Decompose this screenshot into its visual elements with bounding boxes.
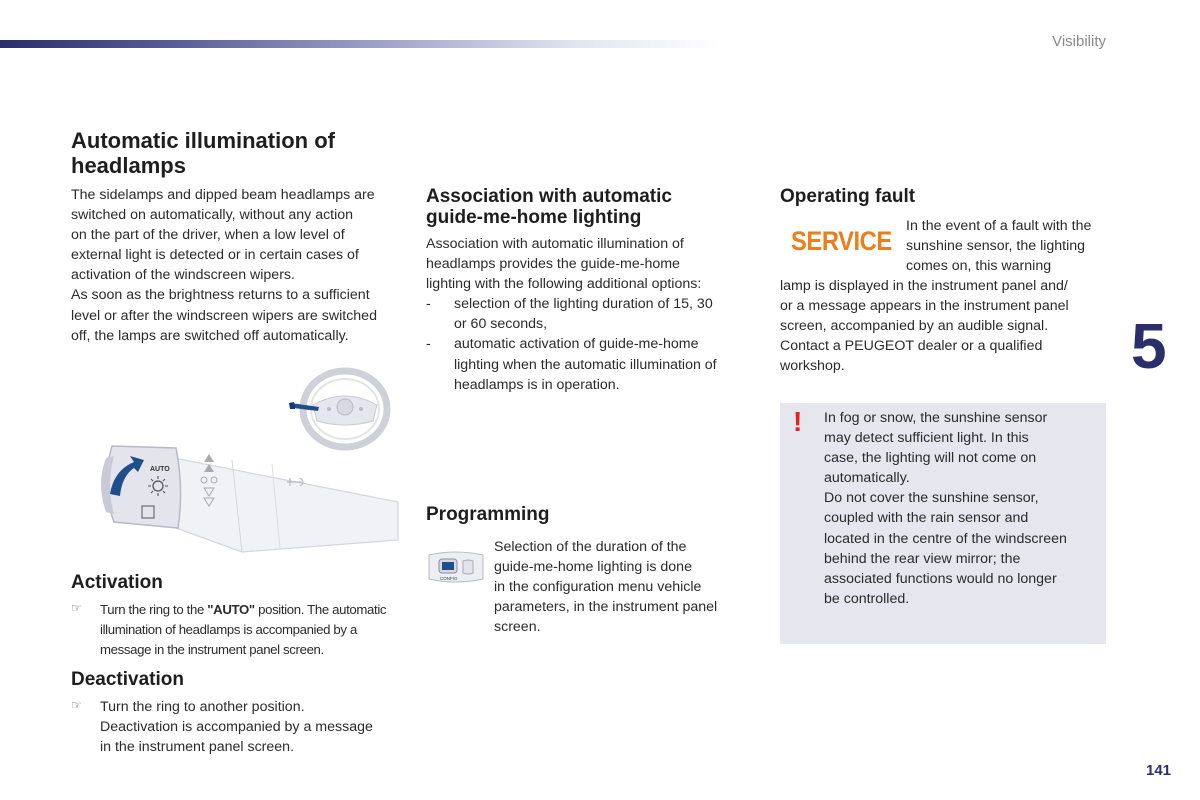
text-line: located in the centre of the windscreen bbox=[824, 530, 1067, 547]
stalk-auto-label: AUTO bbox=[150, 466, 170, 473]
text-line: In fog or snow, the sunshine sensor bbox=[824, 410, 1048, 426]
text-line: Contact a PEUGEOT dealer or a qualified bbox=[780, 338, 1043, 355]
section-title: Visibility bbox=[1052, 33, 1106, 50]
text-line: lamp is displayed in the instrument panel and/ bbox=[780, 278, 1068, 294]
text-line: screen. bbox=[494, 619, 541, 636]
text-line: switched on automatically, without any action bbox=[71, 207, 354, 224]
text-line: activation of the windscreen wipers. bbox=[71, 267, 295, 284]
dash-marker: - bbox=[426, 296, 431, 313]
activation-text: Turn the ring to the bbox=[100, 602, 208, 617]
text-line: lighting when the automatic illumination of bbox=[454, 356, 717, 373]
text-line: associated functions would no longer bbox=[824, 570, 1057, 587]
text-line: case, the lighting will not come on bbox=[824, 450, 1037, 467]
programming-heading: Programming bbox=[426, 504, 550, 525]
text-line: workshop. bbox=[780, 358, 845, 375]
text-line: external light is detected or in certain cases of bbox=[71, 247, 359, 264]
pointing-hand-icon: ☞ bbox=[71, 698, 82, 712]
option-item bbox=[426, 334, 756, 394]
activation-heading: Activation bbox=[71, 572, 163, 593]
header-gradient-bar bbox=[0, 40, 720, 48]
text-line: may detect sufficient light. In this bbox=[824, 430, 1029, 447]
deactivation-item bbox=[71, 697, 373, 757]
text-line: comes on, this warning bbox=[906, 258, 1052, 275]
text-line: As soon as the brightness returns to a sufficient bbox=[71, 287, 370, 304]
text-line: The sidelamps and dipped beam headlamps are bbox=[71, 187, 375, 203]
page-title: Automatic illumination of headlamps bbox=[71, 128, 335, 178]
text-line: or 60 seconds, bbox=[454, 316, 548, 333]
text-line: sunshine sensor, the lighting bbox=[906, 238, 1086, 255]
text-line: screen, accompanied by an audible signal. bbox=[780, 318, 1049, 335]
service-warning-logo: SERVICE bbox=[791, 226, 892, 256]
text-line: on the part of the driver, when a low level of bbox=[71, 227, 345, 244]
intro-paragraph bbox=[71, 185, 401, 346]
text-line: Do not cover the sunshine sensor, bbox=[824, 490, 1039, 507]
text-line: be controlled. bbox=[824, 590, 910, 607]
text-line: Deactivation is accompanied by a message bbox=[100, 719, 373, 736]
text-line: Turn the ring to another position. bbox=[100, 699, 305, 715]
page-number: 141 bbox=[1146, 762, 1172, 779]
programming-paragraph bbox=[494, 537, 754, 637]
fault-side-text bbox=[906, 216, 1116, 276]
text-line: lighting with the following additional options: bbox=[426, 276, 702, 293]
text-line: in the instrument panel screen. bbox=[100, 739, 295, 756]
text-line bbox=[100, 600, 386, 620]
heading-line: guide-me-home lighting bbox=[426, 207, 642, 228]
text-line: off, the lamps are switched off automatically. bbox=[71, 327, 349, 344]
text-line: message in the instrument panel screen. bbox=[100, 642, 324, 658]
text-line: headlamps is in operation. bbox=[454, 376, 620, 393]
text-line: In the event of a fault with the bbox=[906, 218, 1092, 234]
dash-marker: - bbox=[426, 336, 431, 353]
operating-fault-heading: Operating fault bbox=[780, 186, 916, 207]
text-line: or a message appears in the instrument panel bbox=[780, 298, 1069, 315]
pointing-hand-icon: ☞ bbox=[71, 601, 82, 615]
text-line: in the configuration menu vehicle bbox=[494, 579, 702, 596]
text-line: automatic activation of guide-me-home bbox=[454, 336, 699, 353]
config-button-illustration bbox=[425, 547, 487, 587]
text-line: illumination of headlamps is accompanied by a bbox=[100, 622, 357, 638]
text-line: headlamps provides the guide-me-home bbox=[426, 256, 680, 273]
association-heading bbox=[426, 186, 672, 228]
text-line: behind the rear view mirror; the bbox=[824, 550, 1021, 567]
text-line: level or after the windscreen wipers are switched bbox=[71, 307, 377, 324]
text-line: automatically. bbox=[824, 470, 910, 487]
text-line: selection of the lighting duration of 15, 30 bbox=[454, 296, 713, 313]
activation-text: position. The automatic bbox=[254, 602, 387, 617]
lighting-stalk-illustration bbox=[92, 440, 402, 570]
config-button-label: CONFIG bbox=[440, 576, 458, 581]
fault-paragraph bbox=[780, 276, 1116, 376]
activation-item bbox=[71, 600, 386, 660]
chapter-number: 5 bbox=[1131, 310, 1167, 382]
warning-exclamation-icon: ! bbox=[793, 406, 803, 437]
auto-position-label: "AUTO" bbox=[207, 602, 255, 617]
heading-line: Association with automatic bbox=[426, 186, 672, 207]
option-item bbox=[426, 294, 756, 334]
note-text bbox=[824, 408, 1104, 609]
text-line: parameters, in the instrument panel bbox=[494, 599, 718, 616]
deactivation-heading: Deactivation bbox=[71, 669, 184, 690]
text-line: guide-me-home lighting is done bbox=[494, 559, 692, 576]
text-line: Association with automatic illumination of bbox=[426, 236, 684, 252]
text-line: coupled with the rain sensor and bbox=[824, 510, 1029, 527]
association-paragraph bbox=[426, 234, 756, 395]
text-line: Selection of the duration of the bbox=[494, 539, 687, 555]
